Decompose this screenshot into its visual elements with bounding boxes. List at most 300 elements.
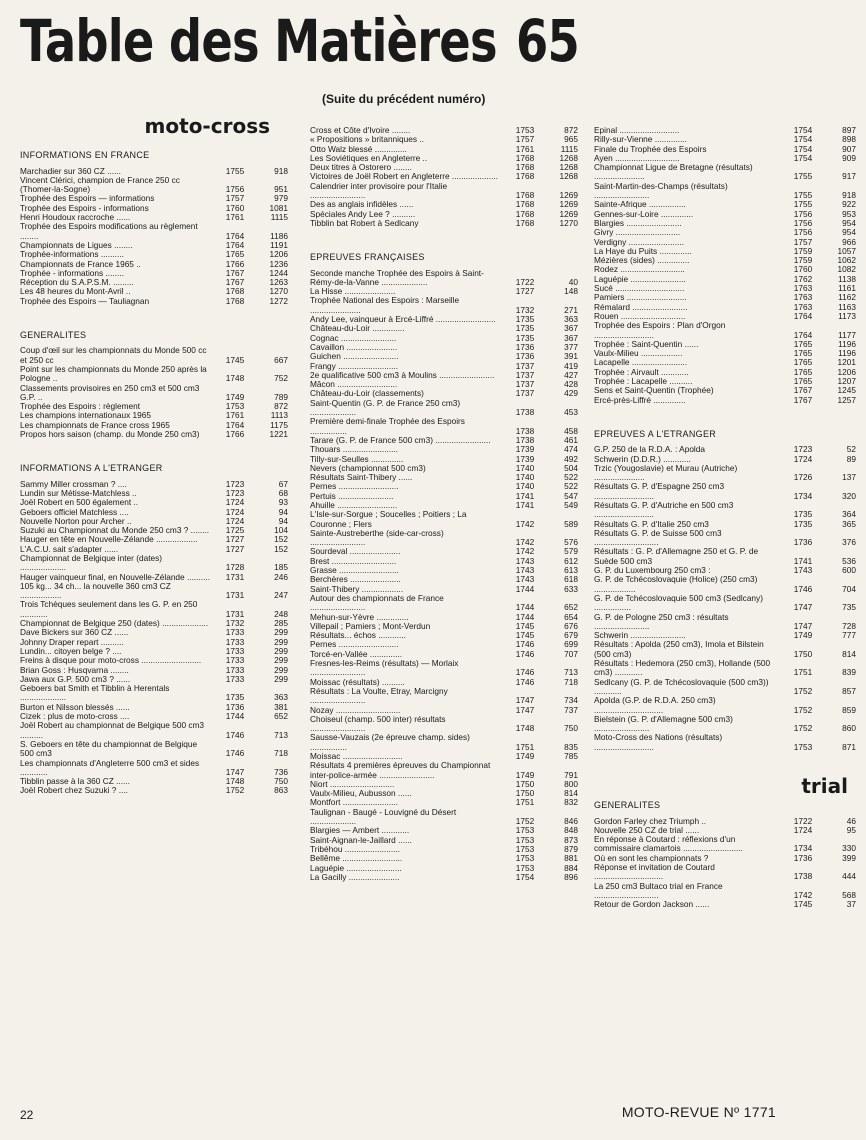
issue-number: 1754	[793, 152, 813, 163]
entry-title: Joël Robert en 500 également ..	[20, 497, 139, 508]
issue-number: 1755	[225, 165, 245, 176]
issue-number: 1763	[793, 301, 813, 312]
entry-title: Fresnes-les-Reims (résultats) — Morlaix ........................	[310, 658, 459, 678]
page-ref: 1196	[838, 338, 856, 349]
issue-number: 1731	[225, 571, 245, 582]
toc-entry	[594, 482, 856, 501]
entry-title: Trophée des Espoirs modifications au règlement ........	[20, 221, 198, 241]
page-ref: 1268	[559, 162, 578, 173]
entry-title: Vincent Clérici, champion de France 250 cc (Thomer-la-Sogne)	[20, 174, 180, 195]
entry-title: Trophée National des Espoirs : Marseille ......................	[310, 295, 460, 315]
page-ref: 633	[564, 583, 578, 594]
entry-title: Schwerin (D.D.R.) ............	[594, 453, 691, 464]
issue-number: 1756	[793, 217, 813, 228]
entry-title: Trophée : Lacapelle ..........	[594, 376, 693, 387]
entry-title: Saint-Thibery ..................	[310, 583, 404, 594]
entry-title: Les 48 heures du Mont-Avril ..	[20, 286, 131, 297]
page-ref: 299	[274, 655, 288, 666]
page-ref: 618	[564, 574, 578, 585]
entry-title: Pernes ..........................	[310, 639, 399, 650]
page-ref: 951	[274, 184, 288, 195]
page-ref: 1272	[269, 295, 288, 306]
issue-number: 1744	[225, 711, 245, 722]
issue-number: 1727	[225, 534, 245, 545]
entry-title: Des as anglais infidèles ......	[310, 199, 414, 210]
entry-title: Trophée des Espoirs — informations	[20, 193, 155, 204]
entry-title: Trophée des Espoirs : Plan d'Orgon ..........................	[594, 320, 726, 340]
issue-number: 1741	[793, 555, 813, 566]
page-ref: 94	[278, 515, 288, 526]
issue-number: 1757	[793, 236, 813, 247]
entry-title: Mézières (sides) ..............	[594, 255, 690, 266]
section-heading: EPREUVES FRANÇAISES	[310, 252, 425, 263]
issue-number: 1764	[793, 329, 813, 340]
page-ref: 872	[274, 401, 288, 412]
page-ref: 1113	[270, 410, 288, 421]
page-ref: 707	[564, 648, 578, 659]
entry-title: Nouvelle 250 CZ de trial ......	[594, 824, 700, 835]
entry-title: Trophée des Espoirs — Tauliagnan	[20, 295, 150, 306]
page-ref: 1162	[838, 292, 856, 303]
issue-number: 1750	[515, 778, 535, 789]
entry-title: En réponse à Coutard : réflexions d'un commissaire clamartois ..........................	[594, 834, 743, 854]
entry-title: G.P. 250 de la R.D.A. : Apolda	[594, 444, 706, 455]
issue-number: 1733	[225, 636, 245, 647]
section-heading: INFORMATIONS EN FRANCE	[20, 150, 150, 161]
toc-entry	[594, 659, 856, 678]
entry-title: Laguépie ........................	[594, 273, 686, 284]
toc-entry	[594, 163, 856, 182]
entry-title: Joël Robert au championnat de Belgique 500 cm3 ..........	[20, 720, 205, 740]
page-ref: 152	[274, 543, 288, 554]
entry-title: Nevers (championnat 500 cm3)	[310, 462, 426, 473]
entry-title: L'Isle-sur-Sorgue ; Soucelles ; Poitiers ; La Couronne ; Flers	[310, 509, 467, 529]
page-ref: 1186	[270, 230, 288, 241]
page-ref: 427	[564, 369, 578, 380]
issue-number: 1733	[225, 655, 245, 666]
page-ref: 897	[842, 125, 856, 135]
entry-title: Pamiers ..........................	[594, 292, 687, 303]
issue-number: 1740	[515, 481, 535, 492]
toc-entry	[20, 554, 288, 573]
issue-number: 1735	[515, 332, 535, 343]
entry-title: Résultats G. P. d'Italie 250 cm3	[594, 518, 709, 529]
issue-number: 1754	[793, 125, 813, 135]
toc-entry	[310, 529, 578, 548]
page-ref: 419	[564, 360, 578, 371]
section-heading: GENERALITES	[594, 800, 661, 811]
issue-number: 1767	[793, 385, 813, 396]
entry-title: Saint-Quentin (G. P. de France 250 cm3) ....................	[310, 397, 461, 418]
issue-number: 1742	[515, 537, 535, 548]
issue-number: 1742	[515, 546, 535, 557]
toc-entry	[310, 269, 578, 288]
page-ref: 1138	[838, 273, 856, 284]
issue-number: 1753	[515, 825, 535, 836]
page-ref: 185	[274, 562, 288, 573]
issue-number: 1761	[225, 410, 245, 421]
entry-title: Propos hors saison (champ. du Monde 250 cm3)	[20, 429, 200, 440]
entry-title: Ercé-près-Liffré ..............	[594, 394, 686, 405]
toc-entry	[310, 733, 578, 752]
page-ref: 1161	[838, 283, 856, 294]
page-ref: 1245	[837, 385, 856, 396]
entry-title: G. P. de Tchécoslovaquie (Holice) (250 cm3) ..................	[594, 574, 758, 594]
entry-title: Championnats de Ligues ........	[20, 239, 133, 250]
page-ref: 1257	[837, 394, 856, 405]
page-ref: 579	[564, 546, 578, 557]
page-ref: 873	[564, 834, 578, 845]
issue-number: 1736	[515, 351, 535, 362]
page-ref: 718	[564, 676, 578, 687]
entry-title: Suzuki au Championnat du Monde 250 cm3 ? ........	[20, 525, 210, 536]
entry-title: Tibblin passe à la 360 CZ ......	[20, 776, 130, 787]
entry-title: Lacapelle ........................	[594, 357, 688, 368]
entry-title: Freins à disque pour moto-cross ..........................	[20, 655, 202, 666]
toc-entry	[594, 501, 856, 520]
page-ref: 148	[564, 286, 578, 297]
entry-title: Trophée : Saint-Quentin ......	[594, 338, 699, 349]
page-ref: 846	[564, 816, 578, 827]
issue-number: 1735	[515, 323, 535, 334]
page-ref: 1201	[837, 357, 856, 368]
entry-title: Cavaillon ......................	[310, 341, 398, 352]
page-ref: 752	[274, 373, 288, 384]
entry-title: « Propositions » britanniques ..	[310, 134, 424, 145]
toc-entry	[310, 510, 578, 529]
issue-number: 1741	[515, 490, 535, 501]
page-ref: 299	[274, 627, 288, 638]
page-ref: 736	[274, 766, 288, 777]
issue-number: 1753	[515, 834, 535, 845]
page-ref: 954	[842, 217, 856, 228]
entry-title: Frangy ..........................	[310, 360, 399, 371]
page-ref: 461	[564, 434, 578, 445]
entry-title: Ahuille ..........................	[310, 499, 398, 510]
issue-number: 1756	[225, 184, 245, 195]
entry-title: Hauger en tête en Nouvelle-Zélande ..................	[20, 534, 198, 545]
toc-entry	[310, 296, 578, 315]
page-ref: 399	[842, 852, 856, 863]
entry-title: Sausse-Vauzais (2e épreuve champ. sides) ................	[310, 732, 470, 752]
entry-title: Sammy Miller crossman ? ....	[20, 478, 127, 489]
issue-number: 1743	[515, 574, 535, 585]
page-ref: 1206	[837, 366, 856, 377]
page-ref: 367	[564, 323, 578, 334]
issue-number: 1735	[793, 509, 813, 520]
page-ref: 704	[842, 583, 856, 594]
page-ref: 522	[564, 472, 578, 483]
entry-title: Calendrier inter provisoire pour l'Italie ........................	[310, 180, 448, 201]
entry-title: Jawa aux G.P. 500 cm3 ? ......	[20, 673, 131, 684]
issue-number: 1732	[225, 618, 245, 629]
toc-entry	[310, 873, 578, 882]
page-ref: 1263	[269, 277, 288, 288]
issue-number: 1753	[515, 862, 535, 873]
page-ref: 679	[564, 630, 578, 641]
page-ref: 568	[842, 889, 856, 900]
page-ref: 429	[564, 388, 578, 399]
entry-title: Autour des championnats de France ........................	[310, 592, 444, 613]
entry-title: Trophée : Airvault ............	[594, 366, 689, 377]
issue-number: 1724	[793, 824, 813, 835]
page-ref: 884	[564, 862, 578, 873]
issue-number: 1750	[515, 788, 535, 799]
entry-title: G. P. de Tchécoslovaquie 500 cm3 (Sedlcany) ................	[594, 592, 763, 613]
issue-number: 1736	[793, 537, 813, 548]
entry-title: Championnats de France 1965 ..	[20, 258, 141, 269]
page-ref: 367	[564, 332, 578, 343]
issue-number: 1736	[515, 341, 535, 352]
page-ref: 737	[564, 704, 578, 715]
issue-number: 1761	[515, 143, 535, 154]
toc-entry	[594, 321, 856, 340]
entry-title: Championnat de Belgique 250 (dates) ....................	[20, 618, 209, 629]
entry-title: Gordon Farley chez Triumph ..	[594, 815, 707, 826]
page-ref: 699	[564, 639, 578, 650]
issue-number: 1723	[225, 478, 245, 489]
entry-title: Sedlcany (G. P. de Tchécoslovaquie (500 cm3)) ............	[594, 676, 769, 696]
issue-number: 1757	[225, 193, 245, 204]
issue-number: 1747	[515, 695, 535, 706]
entry-title: Ayen ............................	[594, 152, 680, 163]
issue-number: 1742	[515, 518, 535, 529]
page-ref: 907	[842, 143, 856, 154]
issue-number: 1749	[225, 391, 245, 402]
entry-title: Sainte-Austreberthe (side-car-cross) ........................	[310, 527, 444, 548]
entry-title: Bielstein (G. P. d'Allemagne 500 cm3) ........................	[594, 713, 733, 734]
issue-number: 1733	[225, 627, 245, 638]
page-ref: 89	[846, 453, 856, 464]
entry-title: Torcé-en-Vallée ..............	[310, 648, 403, 659]
issue-number: 1745	[515, 630, 535, 641]
toc-entry	[594, 863, 856, 882]
page-ref: 713	[564, 667, 578, 678]
section-heading: EPREUVES A L'ETRANGER	[594, 428, 717, 439]
entry-title: Rodez ............................	[594, 264, 685, 275]
toc-entry	[20, 582, 288, 601]
entry-title: S. Geboers en tête du championnat de Belgique 500 cm3	[20, 738, 198, 759]
entry-title: La 250 cm3 Bultaco trial en France ............................	[594, 880, 723, 900]
issue-number: 1727	[515, 286, 535, 297]
issue-number: 1723	[225, 487, 245, 498]
issue-number: 1722	[793, 815, 813, 826]
toc-entry	[310, 808, 578, 827]
issue-number: 1731	[225, 590, 245, 601]
issue-number: 1726	[793, 472, 813, 483]
issue-number: 1757	[515, 134, 535, 145]
issue-number: 1724	[225, 506, 245, 517]
page-ref: 879	[564, 843, 578, 854]
spacer	[20, 306, 288, 320]
page-ref: 364	[842, 509, 856, 520]
page-ref: 1270	[269, 286, 288, 297]
toc-entry	[20, 297, 288, 306]
page-ref: 444	[842, 871, 856, 882]
toc-entry	[20, 346, 288, 365]
issue-number: 1768	[225, 286, 245, 297]
issue-number: 1743	[515, 565, 535, 576]
entry-title: Cross et Côte d'Ivoire ........	[310, 125, 411, 135]
issue-number: 1734	[793, 843, 813, 854]
issue-number: 1746	[515, 648, 535, 659]
page-ref: 1115	[560, 143, 578, 154]
page-ref: 1175	[270, 419, 288, 430]
page-ref: 549	[564, 499, 578, 510]
entry-title: Coup d'œil sur les championnats du Monde 500 cc et 250 cc	[20, 345, 207, 365]
issue-number: 1763	[793, 292, 813, 303]
page-ref: 1206	[269, 249, 288, 260]
entry-title: 2e qualificative 500 cm3 à Moulins ........................	[310, 369, 495, 380]
issue-number: 1767	[793, 394, 813, 405]
page-ref: 248	[274, 608, 288, 619]
page-ref: 68	[278, 487, 288, 498]
entry-title: Bellême ..........................	[310, 853, 403, 864]
page-ref: 1115	[270, 212, 288, 223]
page-ref: 522	[564, 481, 578, 492]
issue-number: 1737	[515, 360, 535, 371]
entry-title: Résultats : Apolda (250 cm3), Imola et Bilstein (500 cm3)	[594, 639, 764, 659]
entry-title: Résultats Saint-Thibery ......	[310, 472, 413, 483]
issue-number: 1768	[515, 152, 535, 163]
toc-entry	[20, 740, 288, 759]
issue-number: 1747	[225, 766, 245, 777]
page-ref: 474	[564, 444, 578, 455]
entry-title: Lundin sur Métisse-Matchless ..	[20, 487, 137, 498]
entry-title: Trophée des Espoirs : règlement	[20, 401, 141, 412]
entry-title: Tilly-sur-Seulles ..............	[310, 453, 404, 464]
issue-number: 1764	[225, 239, 245, 250]
page-ref: 918	[274, 165, 288, 176]
page-ref: 676	[564, 620, 578, 631]
entry-title: Résultats : G. P. d'Allemagne 250 et G. P. de Suède 500 cm3	[594, 546, 759, 566]
entry-title: L'A.C.U. sait s'adapter ......	[20, 543, 119, 554]
page-ref: 600	[842, 565, 856, 576]
section-heading: GENERALITES	[20, 330, 87, 341]
issue-number: 1743	[793, 565, 813, 576]
page-ref: 750	[274, 776, 288, 787]
entry-title: Apolda (G.P. de R.D.A. 250 cm3) ..............................	[594, 695, 716, 715]
page-ref: 839	[842, 667, 856, 678]
entry-title: La Hisse ......................	[310, 286, 396, 297]
entry-title: Berchères ......................	[310, 574, 401, 585]
entry-title: Trois Tchèques seulement dans les G. P. en 250 ............	[20, 599, 198, 619]
page-ref: 612	[564, 555, 578, 566]
page-ref: 391	[564, 351, 578, 362]
toc-entry	[594, 575, 856, 594]
issue-number: 1756	[793, 227, 813, 238]
entry-title: Les Soviétiques en Angleterre ..	[310, 152, 428, 163]
entry-title: Epinal ..........................	[594, 125, 680, 135]
issue-number: 1763	[793, 283, 813, 294]
page-ref: 285	[274, 618, 288, 629]
toc-entry	[594, 640, 856, 659]
issue-number: 1737	[515, 388, 535, 399]
issue-number: 1753	[515, 843, 535, 854]
issue-number: 1752	[225, 785, 245, 796]
issue-number: 1752	[793, 685, 813, 696]
entry-title: Rouen ............................	[594, 310, 686, 321]
entry-title: Thouars ........................	[310, 444, 399, 455]
entry-title: Trzic (Yougoslavie) et Murau (Autriche) ......................	[594, 462, 738, 483]
entry-title: Mâcon ..........................	[310, 379, 398, 390]
page-ref: 898	[842, 134, 856, 145]
issue-number: 1739	[515, 444, 535, 455]
spacer	[594, 405, 856, 419]
entry-title: Les championnats de France cross 1965	[20, 419, 170, 430]
page-ref: 917	[842, 171, 856, 182]
page-ref: 1269	[559, 199, 578, 210]
issue-number: 1741	[515, 499, 535, 510]
toc-entry	[594, 715, 856, 734]
issue-number: 1738	[515, 407, 535, 418]
entry-title: Championnat Ligue de Bretagne (résultats) ......................	[594, 162, 753, 182]
toc-entry	[310, 761, 578, 780]
issue-number: 1743	[515, 555, 535, 566]
entry-title: Sucé ..............................	[594, 283, 685, 294]
entry-title: La Gacilly ......................	[310, 871, 400, 882]
issue-number: 1768	[225, 295, 245, 306]
issue-number: 1745	[515, 620, 535, 631]
page-ref: 860	[842, 723, 856, 734]
toc-entry	[310, 715, 578, 734]
entry-title: Moissac (résultats) ..........	[310, 676, 405, 687]
page-ref: 1081	[269, 202, 288, 213]
page-ref: 734	[564, 695, 578, 706]
issue-number: 1736	[225, 701, 245, 712]
issue-number: 1767	[225, 277, 245, 288]
page-ref: 1082	[837, 264, 856, 275]
entry-title: Andy Lee, vainqueur à Ercé-Liffré ..........................	[310, 314, 496, 325]
page-ref: 1207	[837, 376, 856, 387]
entry-title: Trophée des Espoirs - informations	[20, 202, 149, 213]
issue-number: 1744	[515, 602, 535, 613]
column-1	[20, 114, 288, 796]
page-ref: 46	[846, 815, 856, 826]
page-ref: 613	[564, 565, 578, 576]
entry-title: Rilly-sur-Vienne ..............	[594, 134, 687, 145]
column-2	[310, 126, 578, 882]
page-ref: 800	[564, 778, 578, 789]
page-ref: 576	[564, 537, 578, 548]
entry-title: Nouvelle Norton pour Archer ..	[20, 515, 132, 526]
entry-title: Spéciales Andy Lee ? ..........	[310, 208, 416, 219]
issue-number: 1732	[515, 304, 535, 315]
entry-title: Moissac ..........................	[310, 751, 403, 761]
section-title-moto-cross: moto-cross	[144, 114, 270, 138]
entry-title: Résultats... échos ............	[310, 630, 406, 641]
issue-number: 1749	[515, 769, 535, 780]
page-title: Table des Matières 65	[20, 7, 579, 75]
issue-number: 1747	[793, 620, 813, 631]
column-3	[594, 126, 856, 910]
issue-number: 1740	[515, 462, 535, 473]
page-ref: 832	[564, 797, 578, 808]
issue-number: 1733	[225, 664, 245, 675]
entry-title: Taulignan - Baugé - Louvigné du Désert ....................	[310, 806, 457, 827]
page-ref: 1236	[269, 258, 288, 269]
issue-number: 1759	[793, 245, 813, 256]
page-ref: 835	[564, 741, 578, 752]
issue-number: 1739	[515, 453, 535, 464]
page-ref: 458	[564, 425, 578, 436]
entry-title: Championnat de Belgique inter (dates) ....................	[20, 552, 163, 573]
toc-entry	[594, 547, 856, 566]
toc-entry	[20, 759, 288, 778]
entry-title: G. P. du Luxembourg 250 cm3 :	[594, 565, 711, 576]
page-ref: 376	[842, 537, 856, 548]
page-ref: 750	[564, 723, 578, 734]
